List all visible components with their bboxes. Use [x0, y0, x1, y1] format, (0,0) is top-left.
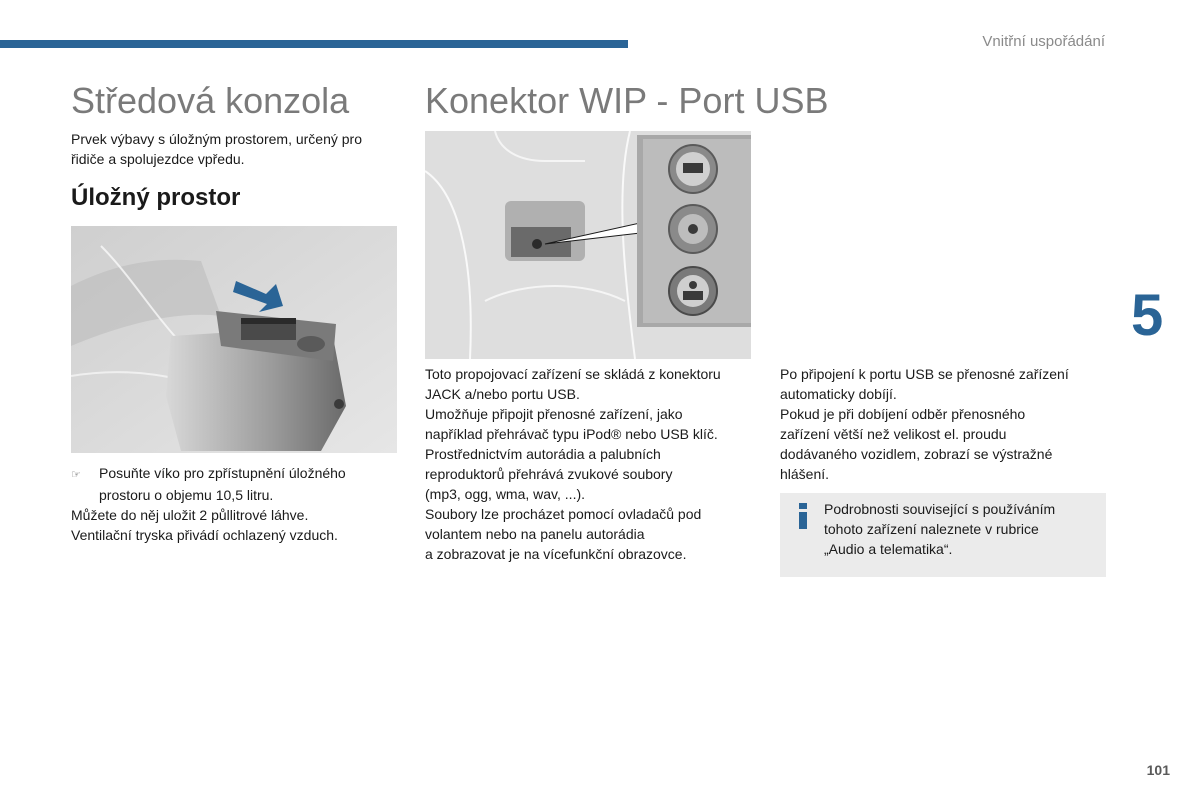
wip-line: Soubory lze procházet pomocí ovladačů pod: [425, 506, 702, 522]
wip-line: JACK a/nebo portu USB.: [425, 386, 580, 402]
chapter-number: 5: [1131, 283, 1164, 348]
wip-line: volantem nebo na panelu autorádia: [425, 526, 645, 542]
console-illustration: [71, 226, 397, 453]
left-extra-line: Můžete do něj uložit 2 půllitrové láhve.: [71, 507, 309, 523]
usb-port-figure: [425, 131, 751, 359]
wip-line: (mp3, ogg, wma, wav, ...).: [425, 486, 586, 502]
usb-line: automaticky dobíjí.: [780, 386, 897, 402]
info-box: [780, 493, 1106, 577]
usb-line: Pokud je při dobíjení odběr přenosného: [780, 406, 1026, 422]
usb-port-illustration: [425, 131, 751, 359]
left-extra-line: Ventilační tryska přivádí ochlazený vzduch.: [71, 527, 338, 543]
bullet-line: Posuňte víko pro zpřístupnění úložného: [99, 465, 346, 481]
bullet-marker: ☞: [71, 469, 81, 481]
info-line: Podrobnosti související s používáním: [824, 501, 1056, 517]
left-intro: [71, 129, 401, 169]
page-title-left: Středová konzola: [71, 80, 350, 121]
usb-line: zařízení větší než velikost el. proudu: [780, 426, 1007, 442]
left-intro-line: řidiče a spolujezdce vpředu.: [71, 151, 245, 167]
usb-charging-text: [780, 364, 1120, 484]
storage-subtitle: Úložný prostor: [71, 184, 241, 211]
wip-line: například přehrávač typu iPod® nebo USB klíč.: [425, 426, 718, 442]
wip-line: Toto propojovací zařízení se skládá z konektoru: [425, 366, 721, 382]
left-intro-line: Prvek výbavy s úložným prostorem, určený pro: [71, 131, 362, 147]
bullet-line: prostoru o objemu 10,5 litru.: [99, 487, 274, 503]
section-header: Vnitřní uspořádání: [982, 33, 1105, 50]
usb-line: Po připojení k portu USB se přenosné zařízení: [780, 366, 1069, 382]
wip-line: reproduktorů přehrává zvukové soubory: [425, 466, 673, 482]
wip-line: Umožňuje připojit přenosné zařízení, jako: [425, 406, 683, 422]
page-number: 101: [1146, 762, 1170, 778]
top-accent-bar: [0, 40, 628, 48]
usb-line: hlášení.: [780, 466, 830, 482]
usb-line: dodávaného vozidlem, zobrazí se výstražné: [780, 446, 1053, 462]
info-line: tohoto zařízení naleznete v rubrice: [824, 521, 1039, 537]
info-line: „Audio a telematika“.: [824, 541, 953, 557]
console-storage-figure: [71, 226, 397, 453]
info-text: [824, 499, 1096, 559]
wip-description: [425, 364, 765, 564]
wip-line: a zobrazovat je na vícefunkční obrazovce.: [425, 546, 687, 562]
page-title-right: Konektor WIP - Port USB: [425, 80, 829, 121]
info-icon: [798, 503, 808, 529]
wip-line: Prostřednictvím autorádia a palubních: [425, 446, 661, 462]
left-bullet-block: [71, 463, 401, 545]
